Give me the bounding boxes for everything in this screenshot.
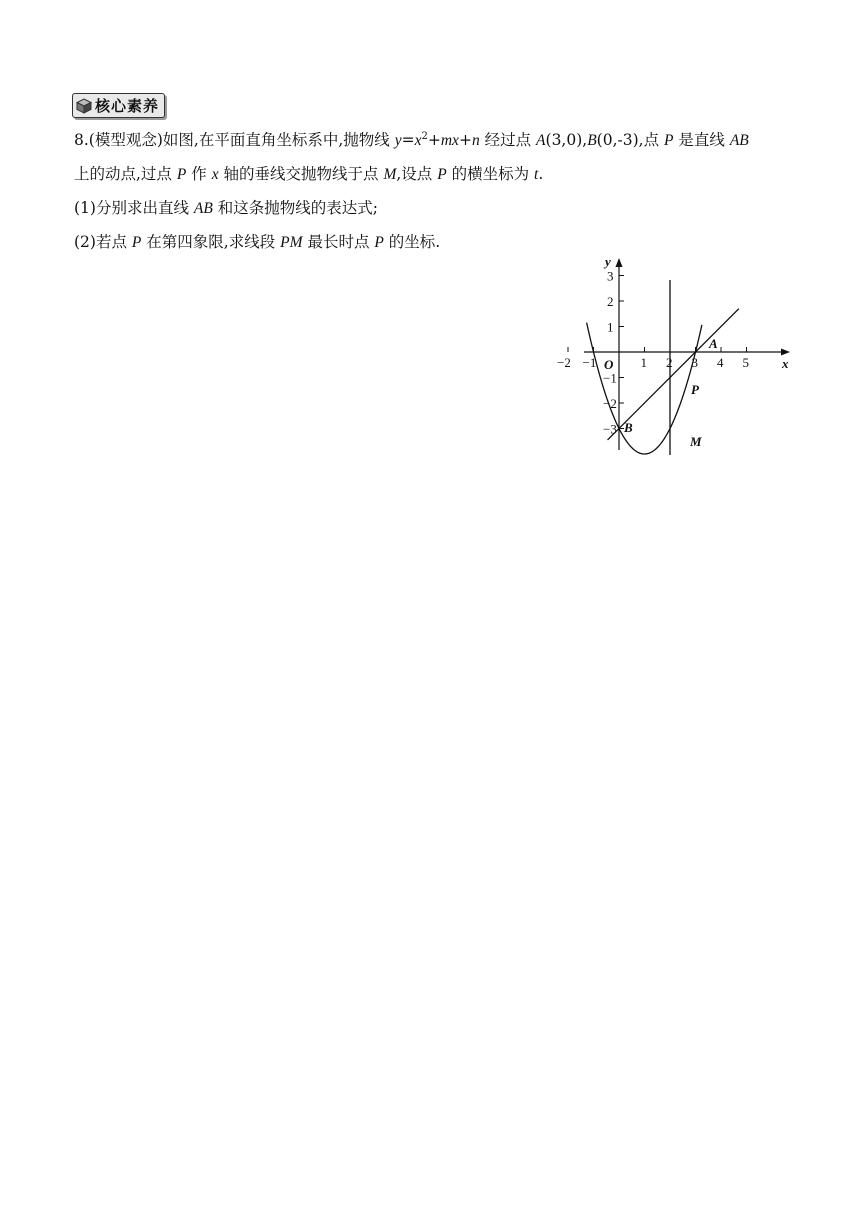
text: 是直线 [673, 131, 730, 149]
point-b-label: B [624, 420, 633, 435]
point-p: P [664, 132, 674, 149]
coord-b: (0,-3), [596, 131, 644, 149]
line-ab: AB [193, 200, 213, 217]
x-tick-label: 3 [691, 355, 698, 370]
y-axis-label: y [605, 254, 611, 269]
text: 点 [643, 131, 665, 149]
text: ,设点 [396, 165, 438, 183]
y-axis-arrow-icon [616, 258, 623, 267]
x-tick-label: 2 [666, 355, 673, 370]
op-plus: + [458, 131, 472, 149]
point-m-label: M [690, 434, 702, 449]
question-part-1 [74, 196, 378, 218]
point-p: P [176, 166, 187, 183]
point-p: P [374, 234, 384, 251]
var-y: y [394, 132, 402, 149]
y-tick-label: 3 [607, 268, 614, 284]
var-mx: mx [440, 132, 459, 149]
point-p-label: P [691, 382, 699, 397]
var-t: t [534, 166, 539, 183]
point-b: B [587, 132, 597, 149]
x-tick-label: 1 [640, 355, 647, 370]
text: 最长时点 [302, 233, 375, 251]
y-tick-label: −3 [603, 421, 617, 437]
x-tick-label: −1 [582, 355, 597, 370]
text: 在第四象限,求线段 [141, 233, 281, 251]
text: 作 [186, 165, 212, 183]
section-label: 核心素养 [95, 97, 160, 115]
x-axis-arrow-icon [781, 349, 790, 356]
text: (1)分别求出直线 [74, 199, 194, 217]
segment-pm: PM [280, 234, 303, 251]
y-tick-label: −2 [603, 396, 617, 411]
x-tick-label: −2 [557, 355, 571, 370]
x-tick-label: 5 [742, 355, 749, 370]
exponent: 2 [421, 130, 428, 142]
text: (2)若点 [74, 233, 132, 251]
section-tag [72, 93, 165, 118]
cube-icon [76, 98, 92, 114]
point-a: A [536, 132, 546, 149]
var-x: x [211, 166, 219, 183]
point-m: M [383, 166, 397, 183]
text: 的坐标. [383, 233, 441, 251]
line-ab: AB [729, 132, 749, 149]
point-p: P [131, 234, 142, 251]
coord-a: (3,0), [545, 131, 588, 149]
x-axis-label: x [782, 356, 789, 371]
point-p: P [437, 166, 447, 183]
point-a-label: A [709, 336, 718, 351]
var-x: x [414, 132, 422, 149]
text: 经过点 [479, 131, 537, 149]
x-tick-label: 4 [717, 355, 724, 370]
problem-line-1 [74, 128, 749, 150]
question-part-2 [74, 230, 440, 252]
text: 和这条抛物线的表达式; [212, 199, 378, 217]
op-eq: = [401, 131, 415, 149]
problem-tag: (模型观念) [88, 131, 163, 149]
op-plus: + [427, 131, 441, 149]
text: 的横坐标为 [446, 165, 535, 183]
text: 轴的垂线交抛物线于点 [218, 165, 384, 183]
var-n: n [471, 132, 480, 149]
y-tick-label: −1 [603, 370, 617, 386]
y-tick-label: 2 [607, 294, 614, 309]
origin-label: O [604, 357, 614, 372]
y-tick-label: 1 [607, 319, 614, 335]
coordinate-figure [557, 252, 808, 462]
problem-line-2 [74, 162, 543, 184]
problem-number: 8. [74, 131, 89, 149]
text: 上的动点,过点 [74, 165, 177, 183]
text: . [538, 165, 544, 183]
text: 如图,在平面直角坐标系中,抛物线 [162, 131, 395, 149]
